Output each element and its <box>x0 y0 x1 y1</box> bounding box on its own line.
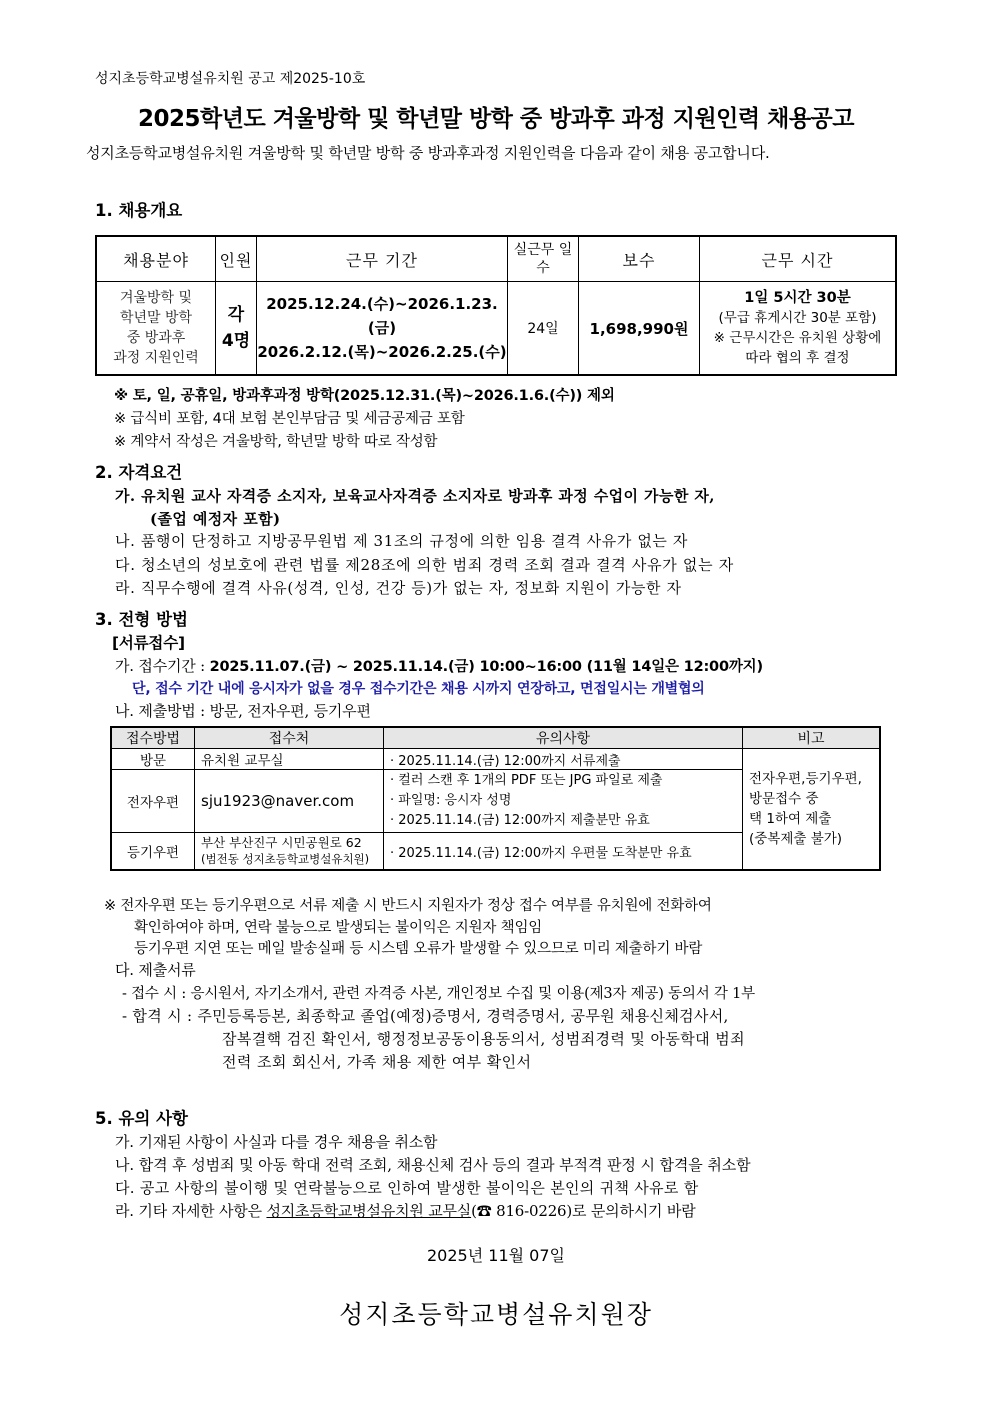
note-exclusions: ※ 토, 일, 공휴일, 방과후과정 방학(2025.12.31.(목)~2026.1.6.(수)) 제외 <box>114 388 615 404</box>
cell-place: 부산 부산진구 시민공원로 62 (범전동 성지초등학교병설유치원) <box>195 833 384 871</box>
section5-heading: 5. 유의 사항 <box>95 1109 188 1128</box>
cell-count: 각 4명 <box>216 282 257 376</box>
submission-table <box>110 726 881 871</box>
notice-date: 2025년 11월 07일 <box>427 1246 565 1265</box>
table-row <box>96 282 896 376</box>
contact-suffix: (☎ 816-0226)로 문의하시기 바람 <box>471 1202 696 1220</box>
requirement-a-cont: (졸업 예정자 포함) <box>150 510 281 528</box>
col-count: 인원 <box>216 236 257 282</box>
application-period <box>115 655 763 676</box>
col-period: 근무 기간 <box>257 236 508 282</box>
col-place: 접수처 <box>195 727 384 749</box>
caution-d <box>115 1200 696 1221</box>
section3-heading: 3. 전형 방법 <box>95 610 188 629</box>
cell-method: 등기우편 <box>111 833 195 871</box>
col-method: 접수방법 <box>111 727 195 749</box>
note-payroll: ※ 급식비 포함, 4대 보험 본인부담금 및 세금공제금 포함 <box>114 411 465 427</box>
col-pay: 보수 <box>579 236 700 282</box>
section1-heading: 1. 채용개요 <box>95 201 183 220</box>
cell-method: 전자우편 <box>111 770 195 833</box>
contact-office-link[interactable]: 성지초등학교병설유치원 교무실 <box>266 1202 472 1220</box>
extension-note: 단, 접수 기간 내에 응시자가 없을 경우 접수기간은 채용 시까지 연장하고, 면접일시는 개별협의 <box>132 681 705 697</box>
col-notes: 유의사항 <box>384 727 743 749</box>
cell-place: 유치원 교무실 <box>195 749 384 770</box>
cell-notes: · 컬러 스캔 후 1개의 PDF 또는 JPG 파일로 제출 · 파일명: 응시자 성명 · 2025.11.14.(금) 12:00까지 제출분만 유효 <box>384 770 743 833</box>
documents-pass-1: - 합격 시 : 주민등록등본, 최종학교 졸업(예정)증명서, 경력증명서, 공무원 채용신체검사서, <box>122 1007 729 1025</box>
application-period-value: 2025.11.07.(금) ~ 2025.11.14.(금) 10:00~16:00 (11월 14일은 12:00까지) <box>209 659 763 675</box>
notice-intro: 성지초등학교병설유치원 겨울방학 및 학년말 방학 중 방과후과정 지원인력을 다음과 같이 채용 공고합니다. <box>86 144 770 162</box>
col-field: 채용분야 <box>96 236 216 282</box>
caution-a: 가. 기재된 사항이 사실과 다를 경우 채용을 취소함 <box>115 1133 438 1151</box>
documents-apply: - 접수 시 : 응시원서, 자기소개서, 관련 자격증 사본, 개인정보 수집 및 이용(제3자 제공) 동의서 각 1부 <box>122 986 755 1002</box>
table-row <box>111 749 880 770</box>
documents-heading: 다. 제출서류 <box>115 961 196 979</box>
documents-pass-3: 전력 조회 회신서, 가족 채용 제한 여부 확인서 <box>222 1053 532 1071</box>
warning-line-1: ※ 전자우편 또는 등기우편으로 서류 제출 시 반드시 지원자가 정상 접수 여부를 유치원에 전화하여 <box>104 898 712 914</box>
warning-line-3: 등기우편 지연 또는 메일 발송실패 등 시스템 오류가 발생할 수 있으므로 미리 제출하기 바람 <box>134 941 703 957</box>
table-header-row <box>96 236 896 282</box>
recruitment-overview-table <box>95 235 897 376</box>
cell-method: 방문 <box>111 749 195 770</box>
caution-b: 나. 합격 후 성범죄 및 아동 학대 전력 조회, 채용신체 검사 등의 결과 부적격 판정 시 합격을 취소함 <box>115 1156 751 1174</box>
documents-pass-2: 잠복결핵 검진 확인서, 행정정보공동이용동의서, 성범죄경력 및 아동학대 범죄 <box>222 1030 745 1048</box>
requirement-b: 나. 품행이 단정하고 지방공무원법 제 31조의 규정에 의한 임용 결격 사유가 없는 자 <box>115 532 688 550</box>
table-header-row <box>111 727 880 749</box>
cell-period: 2025.12.24.(수)~2026.1.23.(금) 2026.2.12.(목)~2026.2.25.(수) <box>257 282 508 376</box>
submission-method: 나. 제출방법 : 방문, 전자우편, 등기우편 <box>115 702 371 720</box>
requirement-a: 가. 유치원 교사 자격증 소지자, 보육교사자격증 소지자로 방과후 과정 수업이 가능한 자, <box>115 487 715 505</box>
issuer-signature: 성지초등학교병설유치원장 <box>339 1300 653 1329</box>
cell-remark: 전자우편,등기우편, 방문접수 중 택 1하여 제출 (중복제출 불가) <box>743 749 881 871</box>
note-contract: ※ 계약서 작성은 겨울방학, 학년말 방학 따로 작성함 <box>114 434 438 450</box>
caution-c: 다. 공고 사항의 불이행 및 연락불능으로 인하여 발생한 불이익은 본인의 귀책 사유로 함 <box>115 1179 699 1197</box>
cell-notes: · 2025.11.14.(금) 12:00까지 서류제출 <box>384 749 743 770</box>
cell-hours: 1일 5시간 30분 (무급 휴게시간 30분 포함) ※ 근무시간은 유치원 상황에 따라 협의 후 결정 <box>700 282 897 376</box>
warning-line-2: 확인하여야 하며, 연락 불능으로 발생되는 불이익은 지원자 책임임 <box>134 920 543 936</box>
application-period-label: 가. 접수기간 : <box>115 657 210 675</box>
section3-sub: [서류접수] <box>112 634 185 652</box>
requirement-d: 라. 직무수행에 결격 사유(성격, 인성, 건강 등)가 없는 자, 정보화 지원이 가능한 자 <box>115 579 682 597</box>
contact-prefix: 라. 기타 자세한 사항은 <box>115 1202 267 1220</box>
col-days: 실근무 일수 <box>508 236 579 282</box>
col-remark: 비고 <box>743 727 881 749</box>
cell-days: 24일 <box>508 282 579 376</box>
col-hours: 근무 시간 <box>700 236 897 282</box>
cell-field: 겨울방학 및 학년말 방학 중 방과후 과정 지원인력 <box>96 282 216 376</box>
cell-notes: · 2025.11.14.(금) 12:00까지 우편물 도착분만 유효 <box>384 833 743 871</box>
email-address[interactable]: sju1923@naver.com <box>195 770 384 833</box>
notice-title: 2025학년도 겨울방학 및 학년말 방학 중 방과후 과정 지원인력 채용공고 <box>138 106 854 132</box>
cell-pay: 1,698,990원 <box>579 282 700 376</box>
document-number: 성지초등학교병설유치원 공고 제2025-10호 <box>95 71 366 87</box>
section2-heading: 2. 자격요건 <box>95 463 183 482</box>
requirement-c: 다. 청소년의 성보호에 관련 법률 제28조에 의한 범죄 경력 조회 결과 결격 사유가 없는 자 <box>115 556 734 574</box>
